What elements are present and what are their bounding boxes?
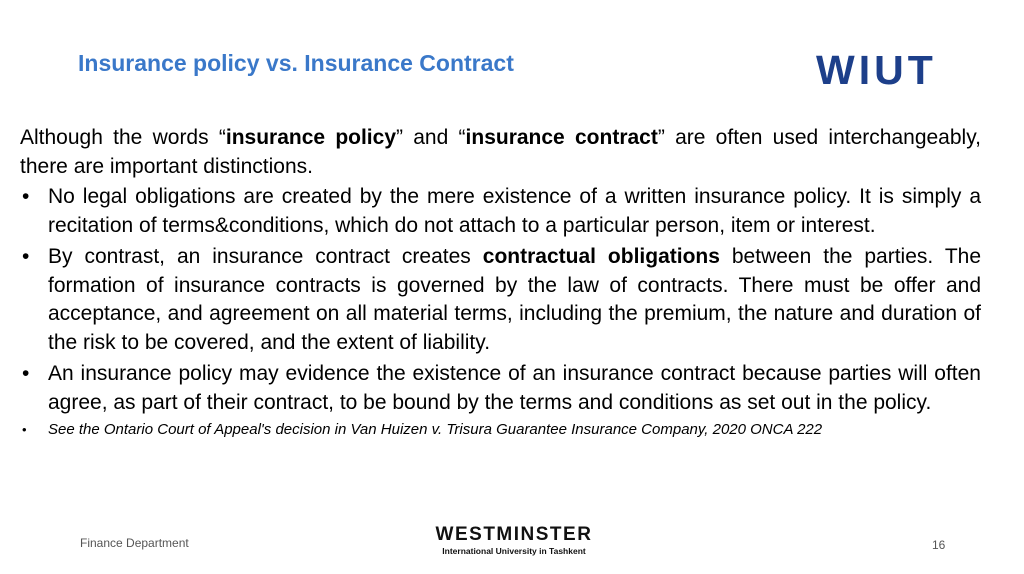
slide-title: Insurance policy vs. Insurance Contract [78,50,514,76]
bullet-bold-obligations: contractual obligations [482,245,720,268]
footer-department: Finance Department [80,536,189,550]
slide-body [20,124,981,443]
page-number: 16 [932,538,946,552]
intro-text-3: ” are often used interchangeably, there are important distinctions. [20,126,981,178]
list-item [20,183,981,240]
bullet-icon: • [22,362,30,385]
bullet-text-1: No legal obligations are created by the mere existence of a written insurance policy. It is simply a recitation of terms&conditions, which do not attach to a particular person, item or interest. [48,185,981,237]
list-item-note [20,420,981,440]
note-text: See the Ontario Court of Appeal's decision in Van Huizen v. Trisura Guarantee Insurance Company, 2020 ONCA 222 [48,421,823,438]
bullet-text-2a: By contrast, an insurance contract creates [48,245,483,268]
bullet-text-3: An insurance policy may evidence the existence of an insurance contract because parties will often agree, as part of their contract, to be bound by the terms and conditions as set out in the policy. [48,362,981,414]
bullet-icon: • [22,185,30,208]
list-item [20,360,981,417]
logo-sub-text: International University in Tashkent [442,546,586,556]
intro-paragraph [20,124,981,181]
intro-bold-contract: insurance contract [465,126,658,149]
intro-text-2: ” and “ [396,126,466,149]
list-item [20,243,981,357]
intro-bold-policy: insurance policy [225,126,396,149]
intro-text-1: Although the words “ [20,126,226,149]
bullet-icon: • [22,245,30,268]
bullet-list [20,183,981,440]
wiut-logo: WIUT [816,47,937,93]
bullet-icon: • [22,422,27,437]
westminster-logo [434,525,594,556]
bullet-text-2b: between the parties. The formation of insurance contracts is governed by the law of contracts. There must be offer and acceptance, and agreement on all material terms, including the premium, the nature and duration of the risk to be covered, and the extent of liability. [48,245,982,354]
logo-main-text: WESTMINSTER [435,524,593,545]
